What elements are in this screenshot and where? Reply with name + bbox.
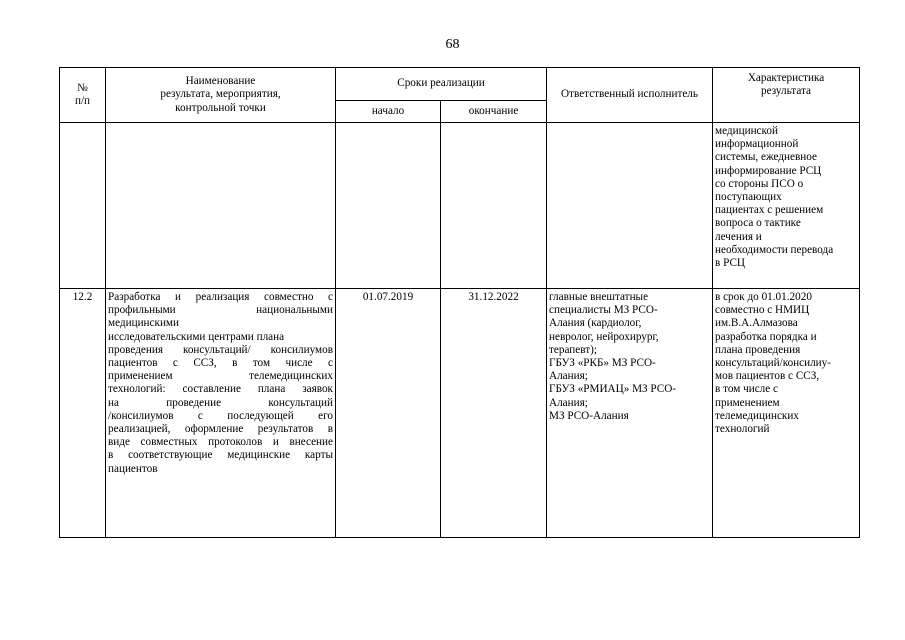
header-name bbox=[106, 68, 336, 123]
name-line: на проведение консультаций bbox=[108, 396, 333, 409]
result-line: системы, ежедневное bbox=[715, 151, 817, 164]
name-line: виде совместных протоколов и внесение bbox=[108, 436, 333, 449]
name-line: /консилиумов с последующей его bbox=[108, 409, 333, 422]
name-line: реализацией, оформление результатов в bbox=[108, 423, 333, 436]
result-line: плана проведения bbox=[715, 343, 801, 356]
name-line: исследовательскими центрами плана bbox=[108, 330, 285, 343]
result-line: пациентах с решением bbox=[715, 204, 824, 217]
header-num bbox=[60, 68, 106, 123]
result-line: медицинской bbox=[715, 125, 778, 137]
cell-result bbox=[713, 289, 860, 538]
header-terms: Сроки реализации bbox=[336, 68, 547, 101]
cell-num: 12.2 bbox=[60, 289, 106, 538]
table-row bbox=[60, 289, 860, 538]
name-line: пациентов bbox=[108, 462, 158, 475]
name-line: профильными национальными bbox=[108, 304, 333, 317]
cell-end: 31.12.2022 bbox=[441, 289, 547, 538]
result-line: необходимости перевода bbox=[715, 243, 834, 256]
executor-line: специалисты МЗ РСО- bbox=[549, 304, 658, 317]
implementation-table bbox=[59, 67, 860, 538]
cell-executor bbox=[547, 289, 713, 538]
name-line: в соответствующие медицинские карты bbox=[108, 449, 333, 462]
result-line: в том числе с bbox=[715, 383, 778, 396]
header-result-line: Характеристика bbox=[747, 72, 825, 84]
header-executor: Ответственный исполнитель bbox=[547, 68, 713, 123]
header-end: окончание bbox=[441, 101, 547, 123]
executor-line: ГБУЗ «РМИАЦ» МЗ РСО- bbox=[549, 383, 677, 396]
page-number: 68 bbox=[445, 37, 460, 52]
executor-line: терапевт); bbox=[549, 343, 597, 356]
executor-line: главные внештатные bbox=[549, 291, 649, 303]
result-line: в срок до 01.01.2020 bbox=[715, 291, 812, 303]
cell-start: 01.07.2019 bbox=[336, 289, 441, 538]
name-line: технологий: составление плана заявок bbox=[108, 383, 333, 396]
name-line: применением телемедицинских bbox=[108, 370, 333, 383]
name-line: проведения консультаций/ консилиумов bbox=[108, 343, 333, 356]
name-line: медицинскими bbox=[108, 317, 179, 330]
header-num-line: п/п bbox=[74, 95, 91, 107]
header-name-line: результата, мероприятия, bbox=[160, 88, 281, 101]
result-line: в РСЦ bbox=[715, 257, 745, 270]
result-line: разработка порядка и bbox=[715, 330, 817, 343]
cell-name bbox=[106, 123, 336, 289]
cell-executor bbox=[547, 123, 713, 289]
result-line: мов пациентов с ССЗ, bbox=[715, 370, 820, 383]
table-row bbox=[60, 123, 860, 289]
header-name-line: контрольной точки bbox=[175, 101, 266, 114]
result-line: им.В.А.Алмазова bbox=[715, 317, 798, 330]
executor-line: невролог, нейрохирург, bbox=[549, 330, 659, 343]
cell-start bbox=[336, 123, 441, 289]
result-line: совместно с НМИЦ bbox=[715, 304, 810, 317]
result-line: вопроса о тактике bbox=[715, 217, 801, 230]
cell-end bbox=[441, 123, 547, 289]
header-result-line: результата bbox=[761, 85, 811, 98]
result-line: со стороны ПСО о bbox=[715, 177, 804, 190]
cell-result bbox=[713, 123, 860, 289]
cell-num bbox=[60, 123, 106, 289]
executor-line: ГБУЗ «РКБ» МЗ РСО- bbox=[549, 357, 656, 370]
result-line: телемедицинских bbox=[715, 409, 799, 422]
header-num-line: № bbox=[77, 81, 88, 94]
name-line: пациентов с ССЗ, в том числе с bbox=[108, 357, 333, 370]
result-line: применением bbox=[715, 396, 780, 409]
result-line: технологий bbox=[715, 423, 770, 436]
cell-name bbox=[106, 289, 336, 538]
name-line: Разработка и реализация совместно с bbox=[108, 291, 333, 303]
header-result bbox=[713, 68, 860, 123]
executor-line: Алания (кардиолог, bbox=[549, 317, 642, 330]
result-line: консультаций/консилиу- bbox=[715, 357, 831, 370]
header-name-line: Наименование bbox=[185, 75, 256, 88]
result-line: поступающих bbox=[715, 191, 782, 204]
result-line: лечения и bbox=[715, 230, 762, 243]
result-line: информационной bbox=[715, 138, 799, 151]
header-start: начало bbox=[336, 101, 441, 123]
executor-line: Алания; bbox=[549, 370, 588, 383]
result-line: информирование РСЦ bbox=[715, 164, 822, 177]
executor-line: МЗ РСО-Алания bbox=[549, 409, 629, 422]
executor-line: Алания; bbox=[549, 396, 588, 409]
